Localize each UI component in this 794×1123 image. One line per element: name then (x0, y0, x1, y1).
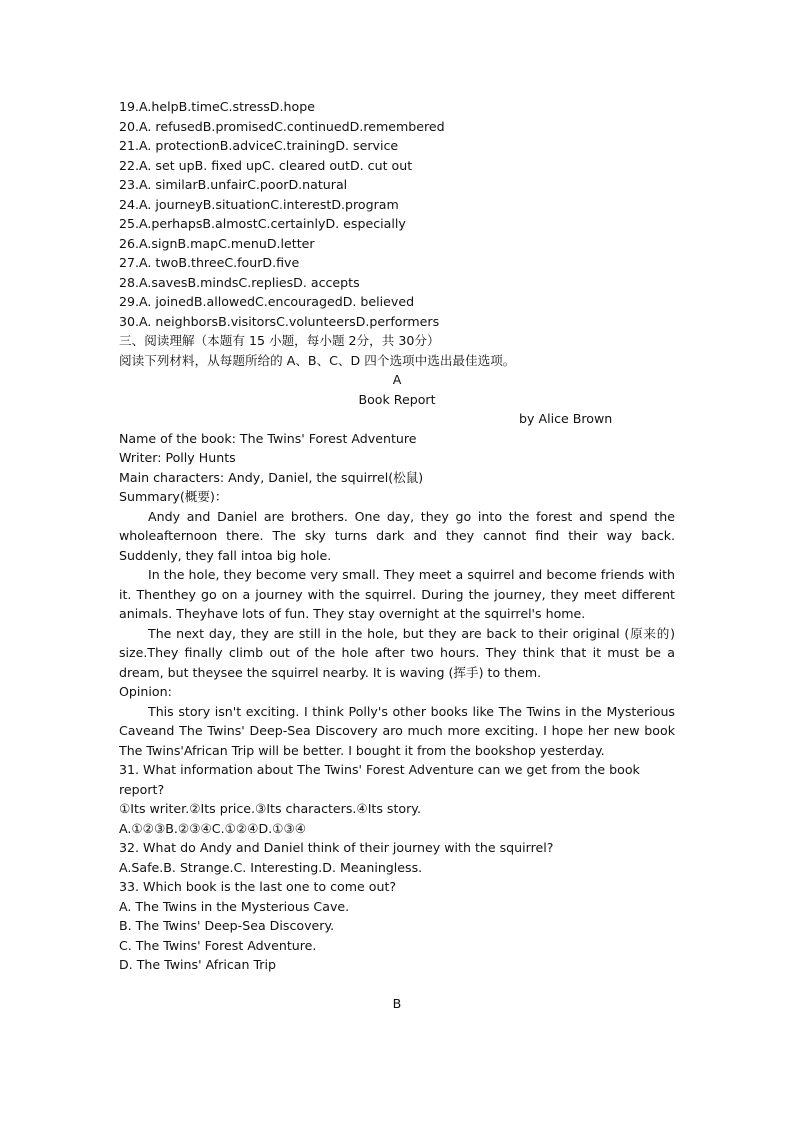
question-stem: 33. Which book is the last one to come out? (119, 879, 397, 894)
summary-paragraph: In the hole, they become very small. They meet a squirrel and become friends with it. Thenthey go on a journey with the squirrel. During the journey, they meet different animals. Theyhave lots of fun. They stay overnight at the squirrel's home. (119, 567, 675, 621)
book-writer: Writer: Polly Hunts (119, 450, 236, 465)
section-instruction: 阅读下列材料，从每题所给的 A、B、C、D 四个选项中选出最佳选项。 (119, 352, 516, 368)
option-line-20: 20.A. refusedB.promisedC.continuedD.remembered (119, 118, 445, 134)
opinion-paragraph: This story isn't exciting. I think Polly's other books like The Twins in the Mysterious Caveand The Twins' Deep-Sea Discovery aro much more exciting. I hope her new book The Twins'African Trip will be better. I bought it from the bookshop yesterday. (119, 703, 675, 758)
section-heading: 三、阅读理解（本题有 15 小题，每小题 2分，共 30分） (119, 333, 440, 348)
option-line-26: 26.A.signB.mapC.menuD.letter (119, 235, 315, 251)
option-line-25: 25.A.perhapsB.almostC.certainlyD. especially (119, 216, 406, 231)
question-option-line: A. The Twins in the Mysterious Cave. (119, 898, 350, 914)
cloze-options (119, 97, 675, 331)
option-line-21: 21.A. protectionB.adviceC.trainingD. service (119, 138, 399, 153)
option-line-24: 24.A. journeyB.situationC.interestD.program (119, 196, 399, 212)
passage-title: Book Report (358, 391, 436, 407)
question-stem: 31. What information about The Twins' Forest Adventure can we get from the book report? (119, 762, 640, 797)
option-line-27: 27.A. twoB.threeC.fourD.five (119, 255, 300, 270)
book-name: Name of the book: The Twins' Forest Adventure (119, 430, 417, 446)
option-line-22: 22.A. set upB. fixed upC. cleared outD. cut out (119, 157, 413, 173)
question-32 (119, 838, 675, 877)
opinion-label: Opinion: (119, 684, 172, 699)
passage-a (119, 370, 675, 760)
question-option-line: A.Safe.B. Strange.C. Interesting.D. Meaningless. (119, 859, 423, 875)
passage-byline: by Alice Brown (519, 411, 613, 426)
option-line-30: 30.A. neighborsB.visitorsC.volunteersD.performers (119, 313, 440, 329)
option-line-23: 23.A. similarB.unfairC.poorD.natural (119, 177, 348, 192)
question-option-line: C. The Twins' Forest Adventure. (119, 937, 317, 953)
option-line-28: 28.A.savesB.mindsC.repliesD. accepts (119, 274, 360, 290)
summary-paragraph: Andy and Daniel are brothers. One day, they go into the forest and spend the wholeafternoon there. The sky turns dark and they cannot find their way back. Suddenly, they fall intoa big hole. (119, 508, 675, 563)
passage-letter: A (392, 372, 402, 387)
question-option-line: A.①②③B.②③④C.①②④D.①③④ (119, 820, 307, 836)
question-31 (119, 760, 675, 838)
exam-page (119, 97, 675, 975)
passage-b-letter: B (392, 996, 402, 1011)
option-line-19: 19.A.helpB.timeC.stressD.hope (119, 99, 315, 114)
question-option-line: ①Its writer.②Its price.③Its characters.④Its story. (119, 801, 421, 816)
summary-paragraph: The next day, they are still in the hole, but they are back to their original (原来的) size.They finally climb out of the hole after two hours. They think that it must be a dream, but theysee the squirrel nearby. It is waving (挥手) to them. (119, 625, 675, 680)
summary-label: Summary(概要)： (119, 489, 228, 504)
main-characters: Main characters: Andy, Daniel, the squirrel(松鼠) (119, 469, 424, 485)
question-option-line: D. The Twins' African Trip (119, 957, 276, 972)
option-line-29: 29.A. joinedB.allowedC.encouragedD. believed (119, 294, 415, 309)
question-option-line: B. The Twins' Deep-Sea Discovery. (119, 918, 335, 933)
question-33 (119, 877, 675, 975)
question-stem: 32. What do Andy and Daniel think of their journey with the squirrel? (119, 840, 554, 855)
